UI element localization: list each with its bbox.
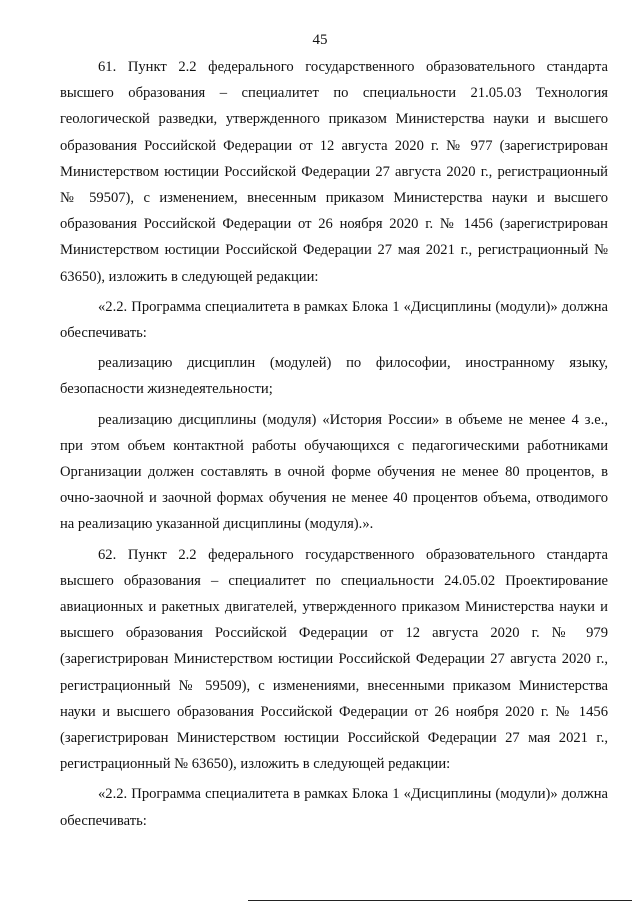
document-body [60,54,608,834]
paragraph-history-russia: реализацию дисциплины (модуля) «История России» в объеме не менее 4 з.е., при этом объем контактной работы обучающихся с педагогическими работниками Организации должен составлять в очной форме обучения не менее 80 процентов, в очно-заочной и заочной формах обучения не менее 40 процентов объема, отводимого на реализацию указанной дисциплины (модуля).». [60,411,608,533]
page-edge-line [248,900,632,901]
page-number: 45 [312,32,328,48]
paragraph-62: 62. Пункт 2.2 федерального государственного образовательного стандарта высшего образования – специалитет по специальности 24.05.02 Проектирование авиационных и ракетных двигателей, утвержденного приказом Министерства науки и высшего образования Российской Федерации от 12 августа 2020 г. № 979 (зарегистрирован Министерством юстиции Российской Федерации 27 августа 2020 г., регистрационный № 59509), с изменениями, внесенными приказом Министерства науки и высшего образования Российской Федерации от 26 ноября 2020 г. № 1456 (зарегистрирован Министерством юстиции Российской Федерации 27 мая 2021 г., регистрационный № 63650), изложить в следующей редакции: [60,546,608,773]
paragraph-quote-2-2: «2.2. Программа специалитета в рамках Блока 1 «Дисциплины (модули)» должна обеспечивать: [60,298,608,342]
paragraph-quote-2-2-second: «2.2. Программа специалитета в рамках Блока 1 «Дисциплины (модули)» должна обеспечивать: [60,786,608,829]
paragraph-61: 61. Пункт 2.2 федерального государственного образовательного стандарта высшего образования – специалитет по специальности 21.05.03 Технология геологической разведки, утвержденного приказом Министерства науки и высшего образования Российской Федерации от 12 августа 2020 г. № 977 (зарегистрирован Министерством юстиции Российской Федерации 27 августа 2020 г., регистрационный № 59507), с изменением, внесенным приказом Министерства науки и высшего образования Российской Федерации от 26 ноября 2020 г. № 1456 (зарегистрирован Министерством юстиции Российской Федерации 27 мая 2021 г., регистрационный № 63650), изложить в следующей редакции: [60,59,608,285]
paragraph-disciplines: реализацию дисциплин (модулей) по философии, иностранному языку, безопасности жизнедеятельности; [60,355,608,398]
